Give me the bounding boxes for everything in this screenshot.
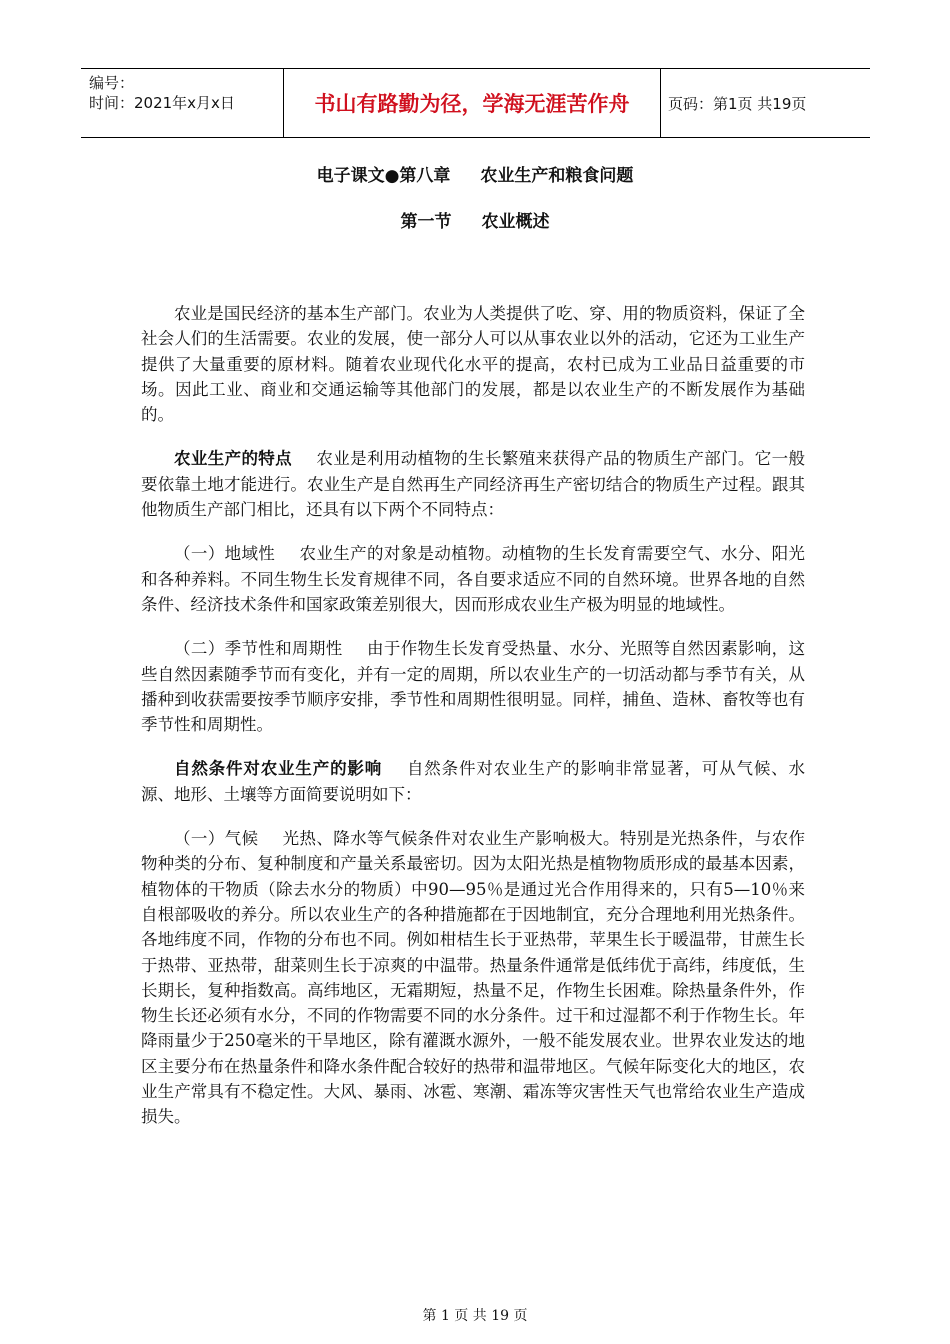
chapter-name: 农业生产和粮食问题 xyxy=(480,166,634,186)
paragraph-text: 农业生产的对象是动植物。动植物的生长发育需要空气、水分、阳光和各种养料。不同生物生长发育规律不同，各自要求适应不同的自然环境。世界各地的自然条件、经济技术条件和国家政策差别很大，因而形成农业生产极为明显的地域性。 xyxy=(141,544,806,614)
paragraph xyxy=(141,756,805,807)
paragraph-heading: （一）地域性 xyxy=(174,544,276,564)
paragraph: 农业是国民经济的基本生产部门。农业为人类提供了吃、穿、用的物质资料，保证了全社会人们的生活需要。农业的发展，使一部分人可以从事农业以外的活动，它还为工业生产提供了大量重要的原材料。随着农业现代化水平的提高，农村已成为工业品日益重要的市场。因此工业、商业和交通运输等其他部门的发展，都是以农业生产的不断发展作为基础的。 xyxy=(141,304,805,425)
section-name: 农业概述 xyxy=(481,212,550,232)
paragraph xyxy=(141,541,805,617)
paragraph-text: 光热、降水等气候条件对农业生产影响极大。特别是光热条件，与农作物种类的分布、复种制度和产量关系最密切。因为太阳光热是植物物质形成的最基本因素，植物体的干物质（除去水分的物质）中90—95％是通过光合作用得来的，只有5—10％来自根部吸收的养分。所以农业生产的各种措施都在于因地制宜，充分合理地利用光热条件。各地纬度不同，作物的分布也不同。例如柑桔生长于亚热带，苹果生长于暖温带，甘蔗生长于热带、亚热带，甜菜则生长于凉爽的中温带。热量条件通常是低纬优于高纬，纬度低，生长期长，复种指数高。高纬地区，无霜期短，热量不足，作物生长困难。除热量条件外，作物生长还必须有水分，不同的作物需要不同的水分条件。过干和过湿都不利于作物生长。年降雨量少于250毫米的干旱地区，除有灌溉水源外，一般不能发展农业。世界农业发达的地区主要分布在热量条件和降水条件配合较好的热带和温带地区。气候年际变化大的地区，农业生产常具有不稳定性。大风、暴雨、冰雹、寒潮、霜冻等灾害性天气也常给农业生产造成损失。 xyxy=(141,829,806,1127)
paragraph-heading: （二）季节性和周期性 xyxy=(174,639,343,659)
paragraph-heading: （一）气候 xyxy=(174,829,259,849)
chapter-prefix: 电子课文●第八章 xyxy=(316,166,451,186)
chapter-title xyxy=(0,161,950,186)
section-prefix: 第一节 xyxy=(400,212,452,232)
paragraph xyxy=(141,446,805,522)
document-body xyxy=(141,301,805,1149)
motto: 书山有路勤为径，学海无涯苦作舟 xyxy=(283,69,661,137)
section-title xyxy=(0,207,950,232)
paragraph-text: 由于作物生长发育受热量、水分、光照等自然因素影响，这些自然因素随季节而有变化，并有一定的周期，所以农业生产的一切活动都与季节有关，从播种到收获需要按季节顺序安排，季节性和周期性很明显。同样，捕鱼、造林、畜牧等也有季节性和周期性。 xyxy=(141,639,806,735)
page-footer: 第 1 页 共 19 页 xyxy=(422,1308,528,1324)
paragraph xyxy=(141,826,805,1130)
paragraph xyxy=(141,636,805,737)
date-label: 时间：2021年x月x日 xyxy=(89,94,235,112)
header-table xyxy=(81,68,870,138)
number-label: 编号： xyxy=(89,74,135,92)
header-meta xyxy=(81,69,283,137)
paragraph-text: 自然条件对农业生产的影响非常显著，可从气候、水源、地形、土壤等方面简要说明如下： xyxy=(141,759,806,804)
page-info: 页码：第1页 共19页 xyxy=(668,94,807,113)
paragraph-text: 农业是利用动植物的生长繁殖来获得产品的物质生产部门。它一般要依靠土地才能进行。农业生产是自然再生产同经济再生产密切结合的物质生产过程。跟其他物质生产部门相比，还具有以下两个不同特点： xyxy=(141,449,806,520)
paragraph-heading: 自然条件对农业生产的影响 xyxy=(174,759,383,779)
paragraph-heading: 农业生产的特点 xyxy=(174,449,293,469)
